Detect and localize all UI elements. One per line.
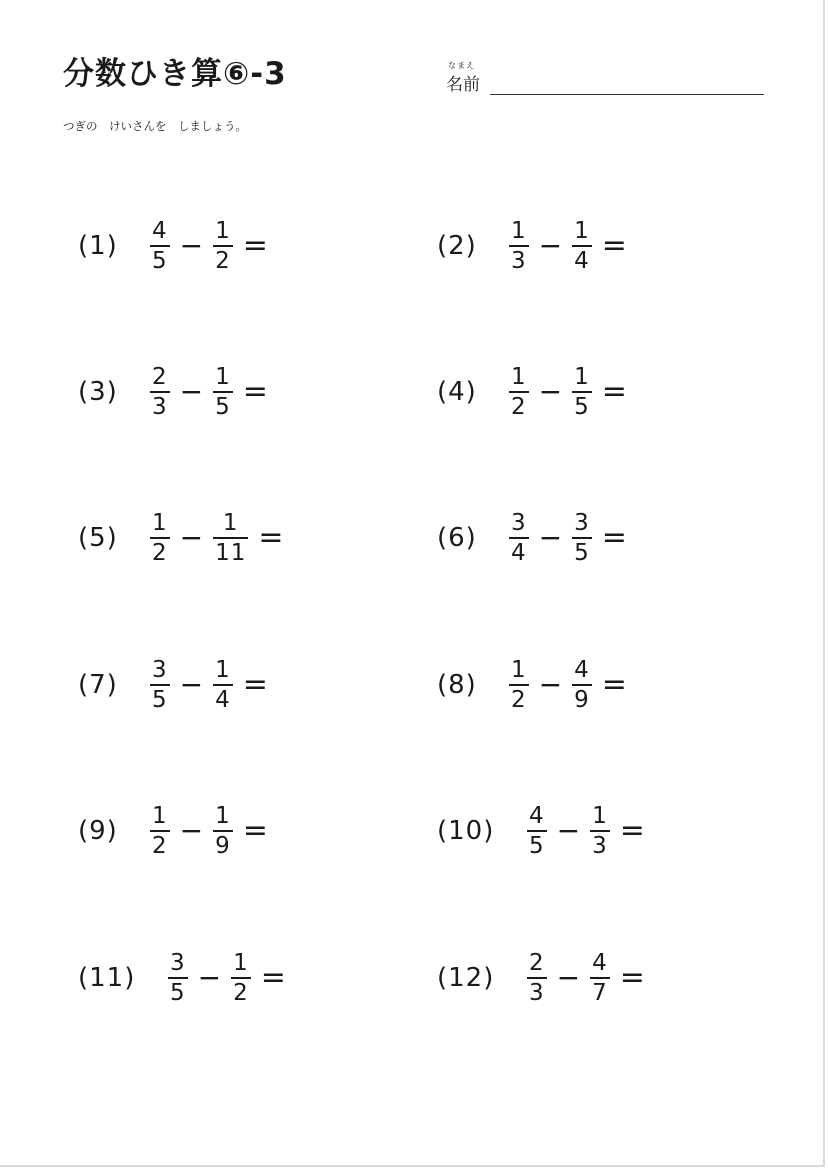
problem-5 (78, 508, 284, 568)
fraction-b (572, 365, 592, 419)
fraction-bar (509, 684, 529, 686)
fraction-b (213, 365, 233, 419)
equals-sign: = (242, 667, 268, 702)
denominator: 9 (215, 833, 231, 859)
fraction-a (150, 511, 170, 565)
denominator: 3 (592, 833, 608, 859)
fraction-bar (509, 245, 529, 247)
problem-number: (10) (437, 816, 495, 846)
problem-4 (437, 362, 627, 422)
minus-sign: − (179, 668, 204, 701)
fraction-b (213, 219, 233, 273)
minus-sign: − (538, 521, 563, 554)
instruction-text: つぎの けいさんを しましょう。 (63, 119, 247, 133)
fraction-bar (150, 684, 170, 686)
equals-sign: = (260, 960, 286, 995)
fraction-bar (213, 830, 233, 832)
minus-sign: − (538, 668, 563, 701)
fraction-bar (572, 537, 592, 539)
problem-2 (437, 216, 627, 276)
equals-sign: = (619, 960, 645, 995)
numerator: 4 (574, 657, 590, 683)
denominator: 3 (511, 248, 527, 274)
fraction-bar (213, 245, 233, 247)
denominator: 3 (529, 980, 545, 1006)
numerator: 1 (592, 803, 608, 829)
fraction-a (509, 511, 529, 565)
numerator: 4 (152, 218, 168, 244)
numerator: 1 (222, 510, 239, 536)
denominator: 4 (511, 540, 527, 566)
problem-number: (3) (78, 377, 118, 407)
numerator: 1 (574, 364, 590, 390)
fraction-b (213, 658, 233, 712)
numerator: 1 (233, 950, 249, 976)
denominator: 4 (215, 687, 231, 713)
fraction-bar (590, 830, 610, 832)
fraction-b (572, 219, 592, 273)
fraction-a (509, 658, 529, 712)
fraction-b (572, 658, 592, 712)
fraction-b (213, 511, 248, 565)
problem-number: (11) (78, 963, 136, 993)
problem-number: (7) (78, 670, 118, 700)
fraction-bar (527, 977, 547, 979)
fraction-b (590, 804, 610, 858)
denominator: 5 (152, 248, 168, 274)
page-title: 分数ひき算⑥-3 (63, 56, 287, 92)
fraction-bar (150, 830, 170, 832)
numerator: 4 (529, 803, 545, 829)
fraction-b (590, 951, 610, 1005)
numerator: 1 (152, 510, 168, 536)
fraction-bar (572, 245, 592, 247)
problem-number: (1) (78, 231, 118, 261)
numerator: 1 (511, 657, 527, 683)
denominator: 5 (529, 833, 545, 859)
fraction-b (213, 804, 233, 858)
problem-11 (78, 948, 286, 1008)
minus-sign: − (556, 961, 581, 994)
denominator: 2 (511, 394, 527, 420)
fraction-bar (213, 684, 233, 686)
fraction-b (231, 951, 251, 1005)
fraction-bar (231, 977, 251, 979)
fraction-a (150, 804, 170, 858)
fraction-bar (527, 830, 547, 832)
fraction-a (527, 951, 547, 1005)
name-label: 名前 (446, 75, 480, 95)
fraction-a (150, 219, 170, 273)
fraction-a (527, 804, 547, 858)
fraction-bar (213, 391, 233, 393)
denominator: 2 (152, 833, 168, 859)
numerator: 1 (152, 803, 168, 829)
fraction-bar (213, 537, 248, 539)
minus-sign: − (538, 375, 563, 408)
fraction-bar (150, 245, 170, 247)
numerator: 1 (215, 803, 231, 829)
minus-sign: − (179, 521, 204, 554)
fraction-b (572, 511, 592, 565)
problem-number: (6) (437, 523, 477, 553)
fraction-bar (168, 977, 188, 979)
fraction-bar (572, 684, 592, 686)
minus-sign: − (538, 229, 563, 262)
equals-sign: = (242, 374, 268, 409)
denominator: 2 (511, 687, 527, 713)
problem-8 (437, 655, 627, 715)
numerator: 1 (511, 218, 527, 244)
denominator: 2 (233, 980, 249, 1006)
problem-10 (437, 801, 645, 861)
numerator: 2 (529, 950, 545, 976)
fraction-a (168, 951, 188, 1005)
denominator: 5 (574, 540, 590, 566)
numerator: 1 (215, 657, 231, 683)
fraction-bar (150, 391, 170, 393)
fraction-bar (509, 537, 529, 539)
numerator: 2 (152, 364, 168, 390)
problem-7 (78, 655, 268, 715)
numerator: 4 (592, 950, 608, 976)
equals-sign: = (601, 374, 627, 409)
equals-sign: = (619, 813, 645, 848)
problem-number: (12) (437, 963, 495, 993)
minus-sign: − (556, 814, 581, 847)
equals-sign: = (601, 228, 627, 263)
equals-sign: = (242, 813, 268, 848)
equals-sign: = (601, 520, 627, 555)
fraction-a (150, 365, 170, 419)
problem-number: (5) (78, 523, 118, 553)
fraction-bar (509, 391, 529, 393)
denominator: 5 (170, 980, 186, 1006)
numerator: 3 (574, 510, 590, 536)
fraction-bar (590, 977, 610, 979)
minus-sign: − (179, 229, 204, 262)
denominator: 2 (152, 540, 168, 566)
numerator: 3 (511, 510, 527, 536)
problem-3 (78, 362, 268, 422)
problem-9 (78, 801, 268, 861)
name-ruby: なまえ (448, 61, 475, 70)
fraction-a (150, 658, 170, 712)
fraction-bar (150, 537, 170, 539)
denominator: 5 (152, 687, 168, 713)
numerator: 1 (215, 218, 231, 244)
equals-sign: = (242, 228, 268, 263)
fraction-a (509, 365, 529, 419)
fraction-bar (572, 391, 592, 393)
equals-sign: = (258, 520, 284, 555)
denominator: 5 (574, 394, 590, 420)
denominator: 9 (574, 687, 590, 713)
denominator: 7 (592, 980, 608, 1006)
name-input-line[interactable] (490, 94, 764, 95)
problem-number: (9) (78, 816, 118, 846)
problem-number: (2) (437, 231, 477, 261)
numerator: 1 (215, 364, 231, 390)
denominator: 3 (152, 394, 168, 420)
numerator: 1 (574, 218, 590, 244)
minus-sign: − (197, 961, 222, 994)
minus-sign: − (179, 375, 204, 408)
equals-sign: = (601, 667, 627, 702)
problem-12 (437, 948, 645, 1008)
numerator: 3 (170, 950, 186, 976)
problem-number: (8) (437, 670, 477, 700)
minus-sign: − (179, 814, 204, 847)
problem-6 (437, 508, 627, 568)
denominator: 11 (215, 540, 247, 566)
denominator: 2 (215, 248, 231, 274)
denominator: 5 (215, 394, 231, 420)
denominator: 4 (574, 248, 590, 274)
fraction-a (509, 219, 529, 273)
problem-number: (4) (437, 377, 477, 407)
numerator: 1 (511, 364, 527, 390)
numerator: 3 (152, 657, 168, 683)
problem-1 (78, 216, 268, 276)
